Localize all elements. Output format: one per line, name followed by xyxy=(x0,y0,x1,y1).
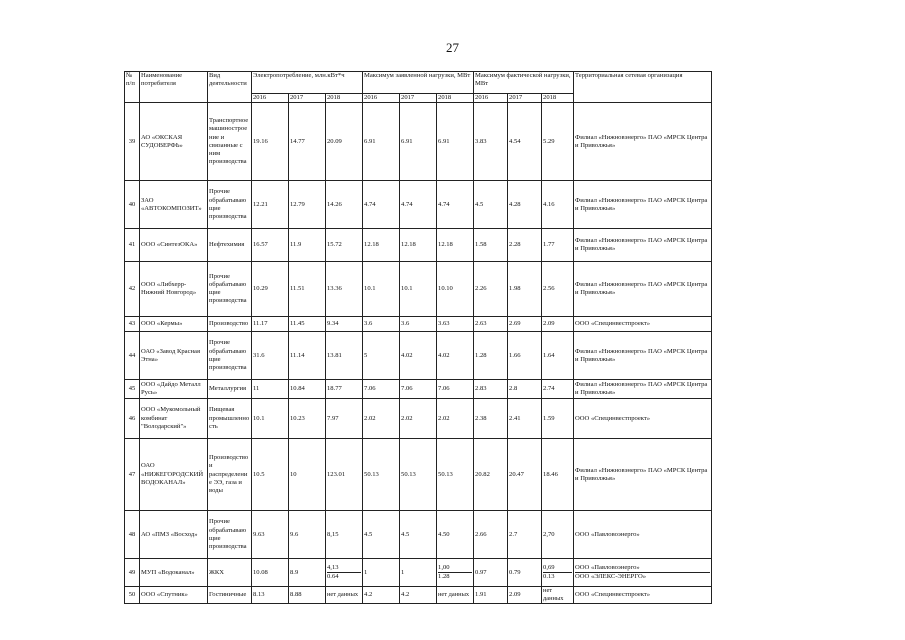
actual-load-2018-bottom: 0.13 xyxy=(543,572,572,581)
energy-2016: 19.16 xyxy=(252,103,289,181)
declared-load-2017: 10.1 xyxy=(400,262,437,317)
energy-2016: 31.6 xyxy=(252,332,289,380)
declared-load-2018: 7.06 xyxy=(437,380,474,399)
actual-load-2017: 2.41 xyxy=(508,399,542,439)
table-row xyxy=(125,229,712,262)
declared-load-2016: 7.06 xyxy=(363,380,400,399)
energy-2017: 10.23 xyxy=(289,399,326,439)
header-year: 2017 xyxy=(400,94,437,103)
energy-2017: 8.88 xyxy=(289,587,326,604)
declared-load-2016: 5 xyxy=(363,332,400,380)
consumer-name: ООО «Дайдо Металл Русь» xyxy=(140,380,208,399)
declared-load-2016: 4.5 xyxy=(363,511,400,559)
actual-load-2018: 4.16 xyxy=(542,181,574,229)
grid-organization: Филиал «Нижновэнерго» ПАО «МРСК Центра и Приволжья» xyxy=(574,262,712,317)
actual-load-2018: 2.74 xyxy=(542,380,574,399)
energy-2016: 10.5 xyxy=(252,439,289,511)
declared-load-2017: 6.91 xyxy=(400,103,437,181)
actual-load-2018: 5.29 xyxy=(542,103,574,181)
energy-2016: 16.57 xyxy=(252,229,289,262)
energy-2017: 8.9 xyxy=(289,559,326,587)
grid-organization: ООО «Специнвестпроект» xyxy=(574,399,712,439)
row-number: 46 xyxy=(125,399,140,439)
actual-load-2018: 1.59 xyxy=(542,399,574,439)
actual-load-2016: 0.97 xyxy=(474,559,508,587)
consumer-name: АО «ОКСКАЯ СУДОВЕРФЬ» xyxy=(140,103,208,181)
energy-2017: 11.51 xyxy=(289,262,326,317)
energy-2017: 9.6 xyxy=(289,511,326,559)
declared-load-2017: 4.5 xyxy=(400,511,437,559)
energy-2017: 12.79 xyxy=(289,181,326,229)
header-org: Территориальная сетевая организация xyxy=(574,72,712,103)
row-number: 41 xyxy=(125,229,140,262)
row-number: 44 xyxy=(125,332,140,380)
energy-2018-top: 4,13 xyxy=(327,564,339,571)
header-energy: Электропотребление, млн.кВт*ч xyxy=(252,72,363,94)
actual-load-2017: 4.28 xyxy=(508,181,542,229)
actual-load-2017: 0.79 xyxy=(508,559,542,587)
declared-load-2018: 3.63 xyxy=(437,317,474,332)
header-year: 2016 xyxy=(252,94,289,103)
row-number: 39 xyxy=(125,103,140,181)
energy-2016: 11 xyxy=(252,380,289,399)
declared-load-2018-bottom: 1.28 xyxy=(438,572,472,581)
actual-load-2017: 2.7 xyxy=(508,511,542,559)
activity-kind: Прочие обрабатывающие производства xyxy=(208,511,252,559)
actual-load-2018: 2.56 xyxy=(542,262,574,317)
actual-load-2016: 1.28 xyxy=(474,332,508,380)
actual-load-2016: 2.83 xyxy=(474,380,508,399)
actual-load-2018: 2,70 xyxy=(542,511,574,559)
declared-load-2016: 4.74 xyxy=(363,181,400,229)
grid-organization: Филиал «Нижновэнерго» ПАО «МРСК Центра и Приволжья» xyxy=(574,103,712,181)
consumer-name: МУП «Водоканал» xyxy=(140,559,208,587)
declared-load-2017: 4.02 xyxy=(400,332,437,380)
actual-load-2018: 1.77 xyxy=(542,229,574,262)
declared-load-2016: 3.6 xyxy=(363,317,400,332)
actual-load-2018: 1.64 xyxy=(542,332,574,380)
energy-2017: 11.14 xyxy=(289,332,326,380)
grid-organization: ООО «Специнвестпроект» xyxy=(574,587,712,604)
declared-load-2018: 6.91 xyxy=(437,103,474,181)
declared-load-2018 xyxy=(437,559,474,587)
declared-load-2017: 4.74 xyxy=(400,181,437,229)
declared-load-2018: нет данных xyxy=(437,587,474,604)
declared-load-2018-top: 1,00 xyxy=(438,564,450,571)
table-row xyxy=(125,332,712,380)
declared-load-2017: 3.6 xyxy=(400,317,437,332)
declared-load-2018: 4.50 xyxy=(437,511,474,559)
header-year: 2016 xyxy=(363,94,400,103)
declared-load-2017: 50.13 xyxy=(400,439,437,511)
energy-2018: 123.01 xyxy=(326,439,363,511)
actual-load-2017: 1.66 xyxy=(508,332,542,380)
energy-2018: 8,15 xyxy=(326,511,363,559)
declared-load-2018: 12.18 xyxy=(437,229,474,262)
header-year: 2017 xyxy=(289,94,326,103)
consumer-name: ООО «Кермы» xyxy=(140,317,208,332)
actual-load-2017: 4.54 xyxy=(508,103,542,181)
actual-load-2016: 1.58 xyxy=(474,229,508,262)
consumer-name: ОАО «НИЖЕГОРОДСКИЙ ВОДОКАНАЛ» xyxy=(140,439,208,511)
activity-kind: Прочие обрабатывающие производства xyxy=(208,332,252,380)
table-row xyxy=(125,439,712,511)
row-number: 42 xyxy=(125,262,140,317)
table-row xyxy=(125,587,712,604)
energy-2018: 14.26 xyxy=(326,181,363,229)
activity-kind: Гостиничные xyxy=(208,587,252,604)
activity-kind: Пищевая промышленность xyxy=(208,399,252,439)
energy-2018: 7.97 xyxy=(326,399,363,439)
row-number: 40 xyxy=(125,181,140,229)
energy-2018-bottom: 0.64 xyxy=(327,572,361,581)
table-row xyxy=(125,317,712,332)
row-number: 47 xyxy=(125,439,140,511)
declared-load-2017: 2.02 xyxy=(400,399,437,439)
actual-load-2018: нет данных xyxy=(542,587,574,604)
header-year: 2018 xyxy=(437,94,474,103)
energy-2017: 11.9 xyxy=(289,229,326,262)
header-year: 2017 xyxy=(508,94,542,103)
actual-load-2017: 1.98 xyxy=(508,262,542,317)
activity-kind: Нефтехимия xyxy=(208,229,252,262)
actual-load-2017: 20.47 xyxy=(508,439,542,511)
grid-organization-top: ООО «Павловоэнерго» xyxy=(575,564,640,571)
energy-2017: 11.45 xyxy=(289,317,326,332)
energy-2016: 10.1 xyxy=(252,399,289,439)
consumer-name: ООО «Спутник» xyxy=(140,587,208,604)
actual-load-2016: 1.91 xyxy=(474,587,508,604)
energy-2017: 10.84 xyxy=(289,380,326,399)
actual-load-2018 xyxy=(542,559,574,587)
declared-load-2016: 12.18 xyxy=(363,229,400,262)
actual-load-2016: 2.26 xyxy=(474,262,508,317)
declared-load-2016: 6.91 xyxy=(363,103,400,181)
actual-load-2017: 2.8 xyxy=(508,380,542,399)
actual-load-2016: 3.83 xyxy=(474,103,508,181)
grid-organization-bottom: ООО «ЭЛЕКС-ЭНЕРГО» xyxy=(575,572,710,581)
actual-load-2017: 2.69 xyxy=(508,317,542,332)
table-row xyxy=(125,559,712,587)
grid-organization: Филиал «Нижновэнерго» ПАО «МРСК Центра и Приволжья» xyxy=(574,181,712,229)
header-name: Наименование потребителя xyxy=(140,72,208,103)
activity-kind: Производство и распределение ЭЭ, газа и воды xyxy=(208,439,252,511)
row-number: 49 xyxy=(125,559,140,587)
actual-load-2017: 2.28 xyxy=(508,229,542,262)
table-row xyxy=(125,262,712,317)
declared-load-2016: 4.2 xyxy=(363,587,400,604)
consumer-name: ООО «СинтезОКА» xyxy=(140,229,208,262)
consumer-name: ООО «Мукомольный комбинат "Володарский"» xyxy=(140,399,208,439)
declared-load-2018: 4.02 xyxy=(437,332,474,380)
declared-load-2018: 2.02 xyxy=(437,399,474,439)
energy-2018: 20.09 xyxy=(326,103,363,181)
table-row xyxy=(125,380,712,399)
actual-load-2016: 2.63 xyxy=(474,317,508,332)
consumer-name: ЗАО «АВТОКОМПОЗИТ» xyxy=(140,181,208,229)
consumer-name: ООО «Либхерр-Нижний Новгород» xyxy=(140,262,208,317)
actual-load-2016: 20.82 xyxy=(474,439,508,511)
table-body xyxy=(125,103,712,604)
energy-2018: 9.34 xyxy=(326,317,363,332)
declared-load-2018: 4.74 xyxy=(437,181,474,229)
row-number: 45 xyxy=(125,380,140,399)
declared-load-2017: 12.18 xyxy=(400,229,437,262)
declared-load-2017: 7.06 xyxy=(400,380,437,399)
grid-organization: Филиал «Нижновэнерго» ПАО «МРСК Центра и Приволжья» xyxy=(574,229,712,262)
actual-load-2016: 2.38 xyxy=(474,399,508,439)
actual-load-2016: 4.5 xyxy=(474,181,508,229)
energy-2016: 10.29 xyxy=(252,262,289,317)
actual-load-2017: 2.09 xyxy=(508,587,542,604)
consumer-name: АО «ПМЗ «Восход» xyxy=(140,511,208,559)
activity-kind: Прочие обрабатывающие производства xyxy=(208,181,252,229)
declared-load-2016: 10.1 xyxy=(363,262,400,317)
grid-organization: Филиал «Нижновэнерго» ПАО «МРСК Центра и Приволжья» xyxy=(574,332,712,380)
declared-load-2016: 1 xyxy=(363,559,400,587)
activity-kind: Производство xyxy=(208,317,252,332)
header-year: 2018 xyxy=(542,94,574,103)
grid-organization: Филиал «Нижновэнерго» ПАО «МРСК Центра и Приволжья» xyxy=(574,439,712,511)
page-number: 27 xyxy=(446,40,459,55)
header-declared: Максимум заявленной нагрузки, МВт xyxy=(363,72,474,94)
activity-kind: Транспортное машиностроение и связанные с ним производства xyxy=(208,103,252,181)
energy-2017: 10 xyxy=(289,439,326,511)
header-year: 2018 xyxy=(326,94,363,103)
consumer-name: ОАО «Завод Красная Этна» xyxy=(140,332,208,380)
declared-load-2017: 1 xyxy=(400,559,437,587)
energy-2016: 8.13 xyxy=(252,587,289,604)
actual-load-2018-top: 0,69 xyxy=(543,564,555,571)
grid-organization: ООО «Специнвестпроект» xyxy=(574,317,712,332)
grid-organization xyxy=(574,559,712,587)
header-year: 2016 xyxy=(474,94,508,103)
table-row xyxy=(125,181,712,229)
row-number: 50 xyxy=(125,587,140,604)
energy-2018 xyxy=(326,559,363,587)
activity-kind: ЖКХ xyxy=(208,559,252,587)
activity-kind: Металлургия xyxy=(208,380,252,399)
energy-2018: 18.77 xyxy=(326,380,363,399)
energy-2016: 10.08 xyxy=(252,559,289,587)
header-kind: Вид деятельности xyxy=(208,72,252,103)
table-row xyxy=(125,103,712,181)
row-number: 43 xyxy=(125,317,140,332)
energy-2017: 14.77 xyxy=(289,103,326,181)
header-actual: Максимум фактической нагрузки, МВт xyxy=(474,72,574,94)
declared-load-2017: 4.2 xyxy=(400,587,437,604)
energy-2018: нет данных xyxy=(326,587,363,604)
energy-2016: 11.17 xyxy=(252,317,289,332)
actual-load-2018: 18.46 xyxy=(542,439,574,511)
actual-load-2018: 2.09 xyxy=(542,317,574,332)
header-num: № п/п xyxy=(125,72,140,103)
energy-2016: 12.21 xyxy=(252,181,289,229)
activity-kind: Прочие обрабатывающие производства xyxy=(208,262,252,317)
actual-load-2016: 2.66 xyxy=(474,511,508,559)
grid-organization: ООО «Павловоэнерго» xyxy=(574,511,712,559)
table-row xyxy=(125,399,712,439)
energy-2018: 13.36 xyxy=(326,262,363,317)
declared-load-2016: 2.02 xyxy=(363,399,400,439)
grid-organization: Филиал «Нижновэнерго» ПАО «МРСК Центра и Приволжья» xyxy=(574,380,712,399)
declared-load-2016: 50.13 xyxy=(363,439,400,511)
energy-2018: 13.81 xyxy=(326,332,363,380)
declared-load-2018: 10.10 xyxy=(437,262,474,317)
declared-load-2018: 50.13 xyxy=(437,439,474,511)
consumers-table xyxy=(124,71,712,604)
energy-2016: 9.63 xyxy=(252,511,289,559)
row-number: 48 xyxy=(125,511,140,559)
energy-2018: 15.72 xyxy=(326,229,363,262)
table-row xyxy=(125,511,712,559)
